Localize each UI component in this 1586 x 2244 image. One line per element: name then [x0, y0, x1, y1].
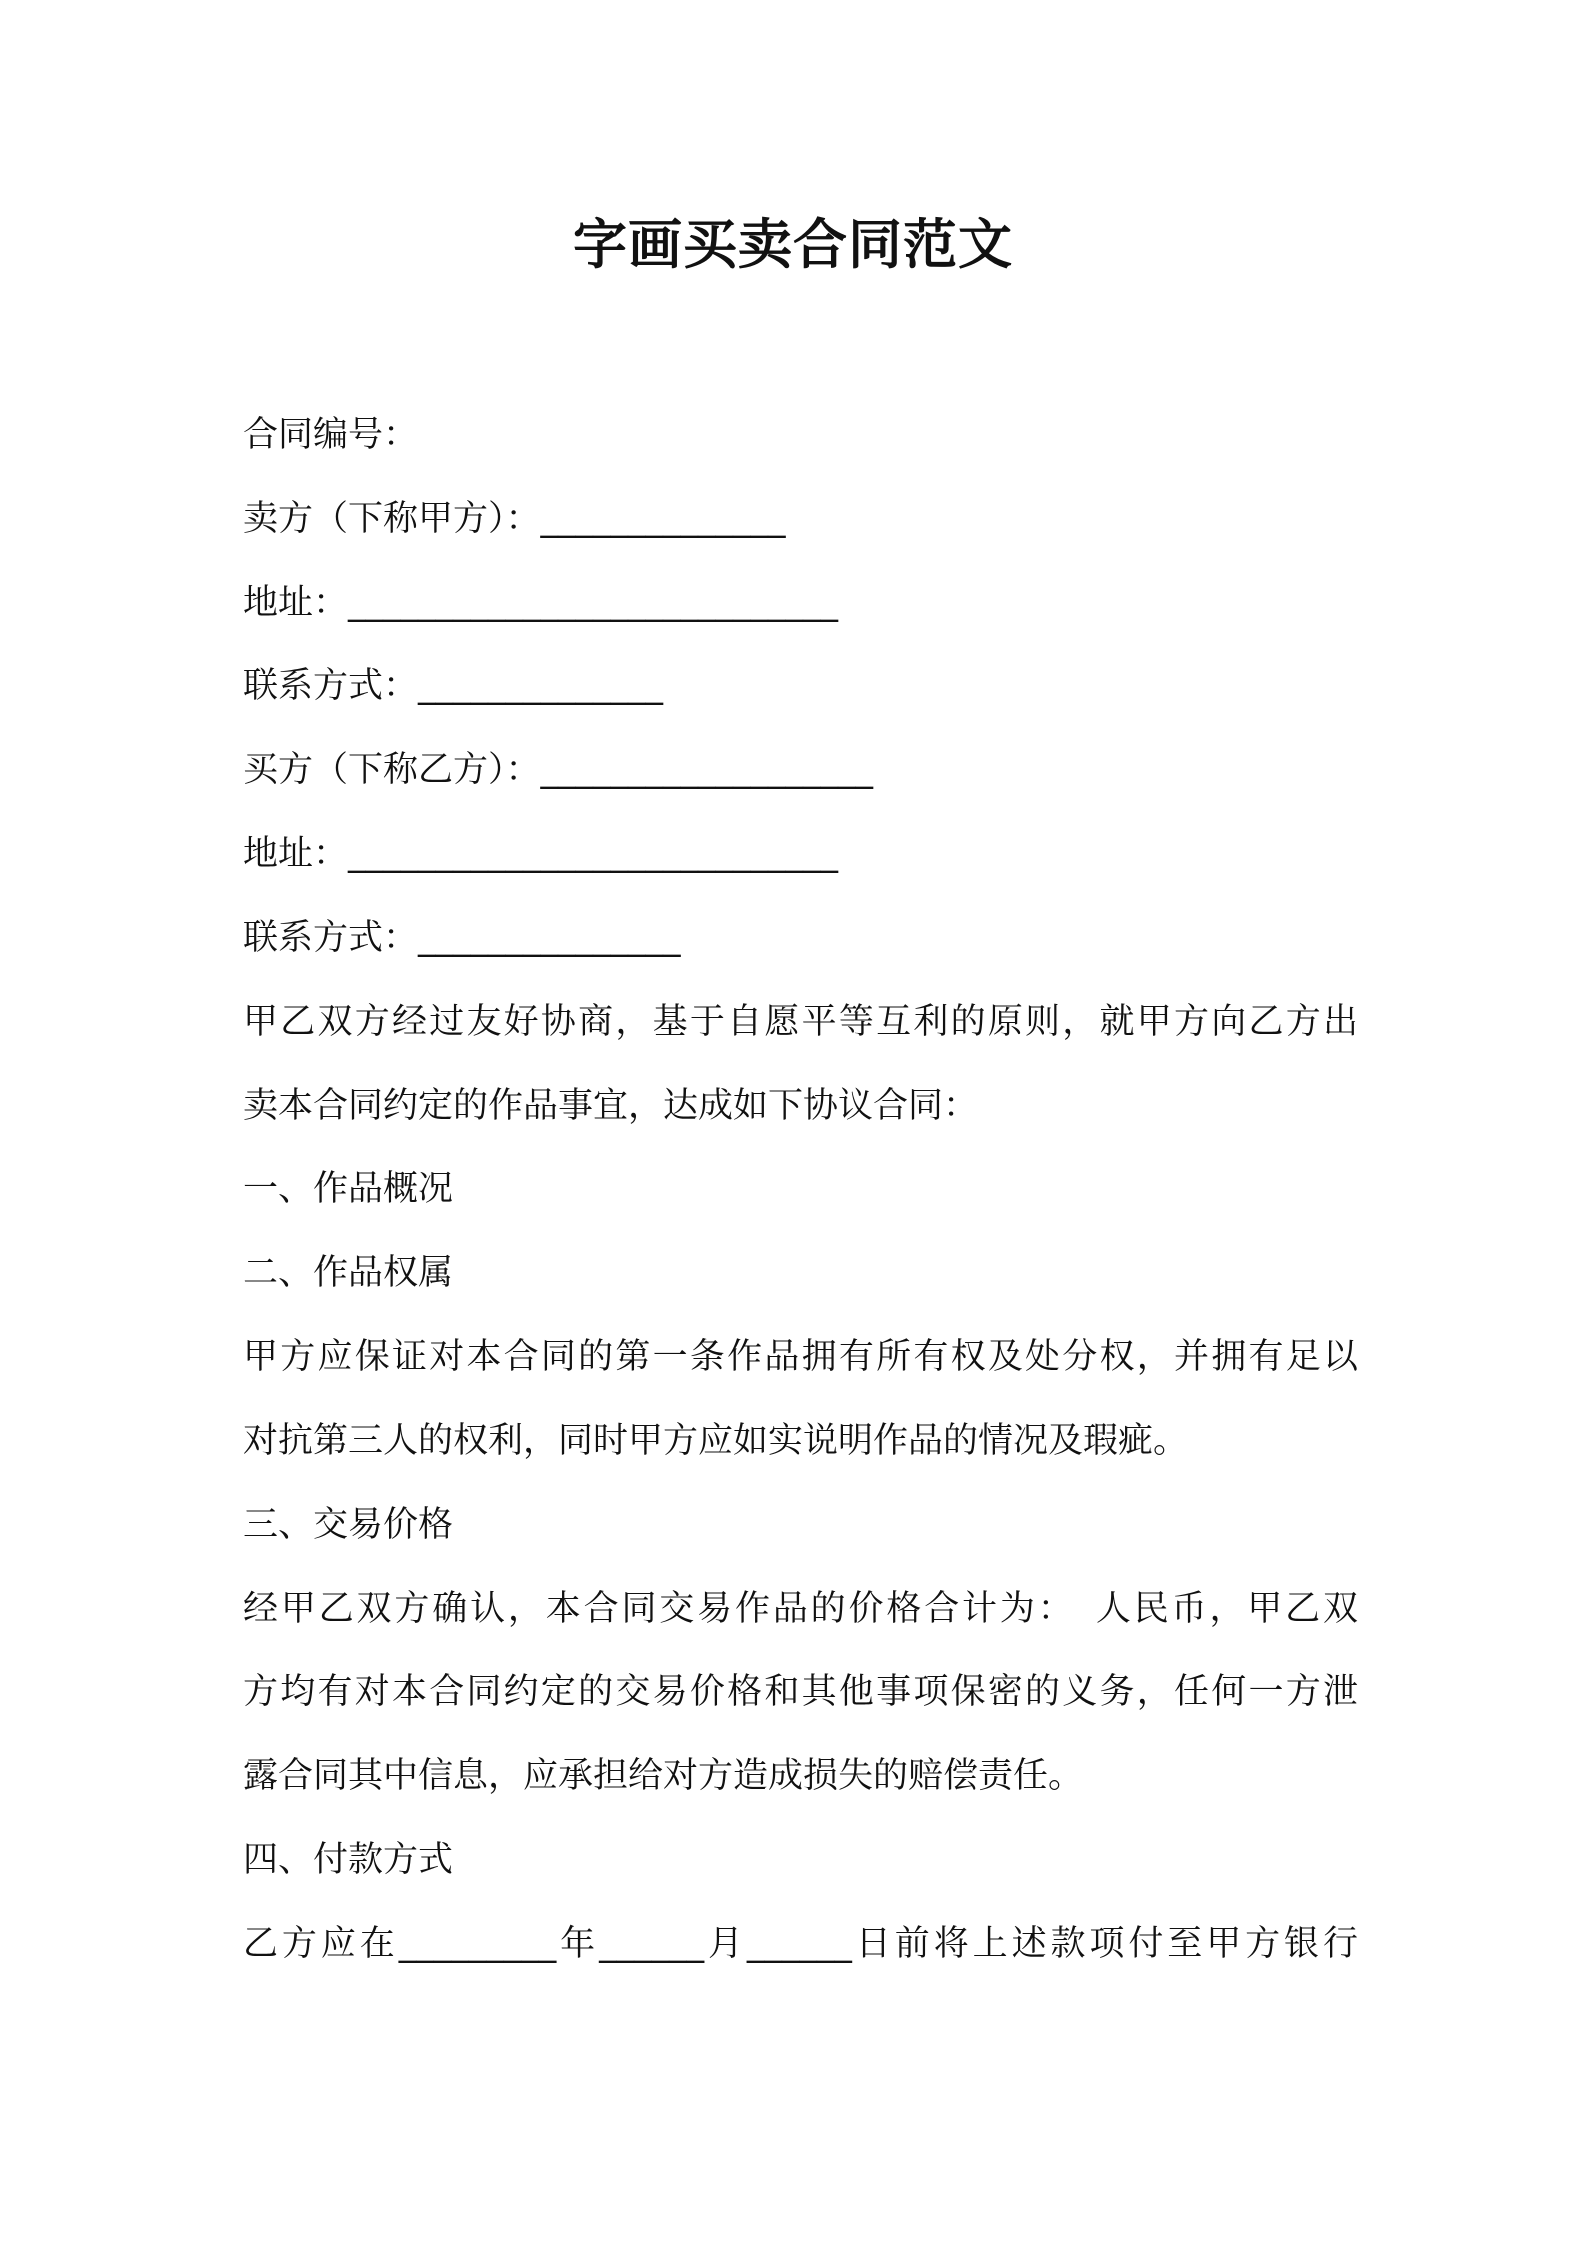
- buyer-contact-field: 联系方式：_______________: [243, 918, 681, 958]
- preamble-line-2: 卖本合同约定的作品事宜，达成如下协议合同：: [243, 1086, 979, 1126]
- buyer-field: 买方（下称乙方）：___________________: [243, 750, 874, 790]
- seller-address-field: 地址：____________________________: [243, 583, 839, 623]
- ownership-clause-line-2: 对抗第三人的权利，同时甲方应如实说明作品的情况及瑕疵。: [243, 1421, 1189, 1461]
- price-clause-line-2: 方均有对本合同约定的交易价格和其他事项保密的义务，任何一方泄: [243, 1672, 1358, 1712]
- preamble-line-1: 甲乙双方经过友好协商，基于自愿平等互利的原则，就甲方向乙方出: [243, 1002, 1358, 1042]
- seller-field: 卖方（下称甲方）：______________: [243, 499, 786, 539]
- payment-clause-line-1: 乙方应在_________年______月______日前将上述款项付至甲方银行: [243, 1924, 1358, 1964]
- document-title: 字画买卖合同范文: [573, 213, 1013, 276]
- ownership-clause-line-1: 甲方应保证对本合同的第一条作品拥有所有权及处分权，并拥有足以: [243, 1337, 1358, 1377]
- seller-contact-field: 联系方式：______________: [243, 666, 664, 706]
- section-heading-2: 二、作品权属: [243, 1253, 454, 1293]
- price-clause-line-1: 经甲乙双方确认，本合同交易作品的价格合计为： 人民币，甲乙双: [243, 1589, 1358, 1629]
- section-heading-1: 一、作品概况: [243, 1169, 454, 1209]
- price-clause-line-3: 露合同其中信息，应承担给对方造成损失的赔偿责任。: [243, 1756, 1084, 1796]
- buyer-address-field: 地址：____________________________: [243, 834, 839, 874]
- contract-number-label: 合同编号：: [243, 415, 419, 455]
- section-heading-3: 三、交易价格: [243, 1505, 454, 1545]
- section-heading-4: 四、付款方式: [243, 1840, 454, 1880]
